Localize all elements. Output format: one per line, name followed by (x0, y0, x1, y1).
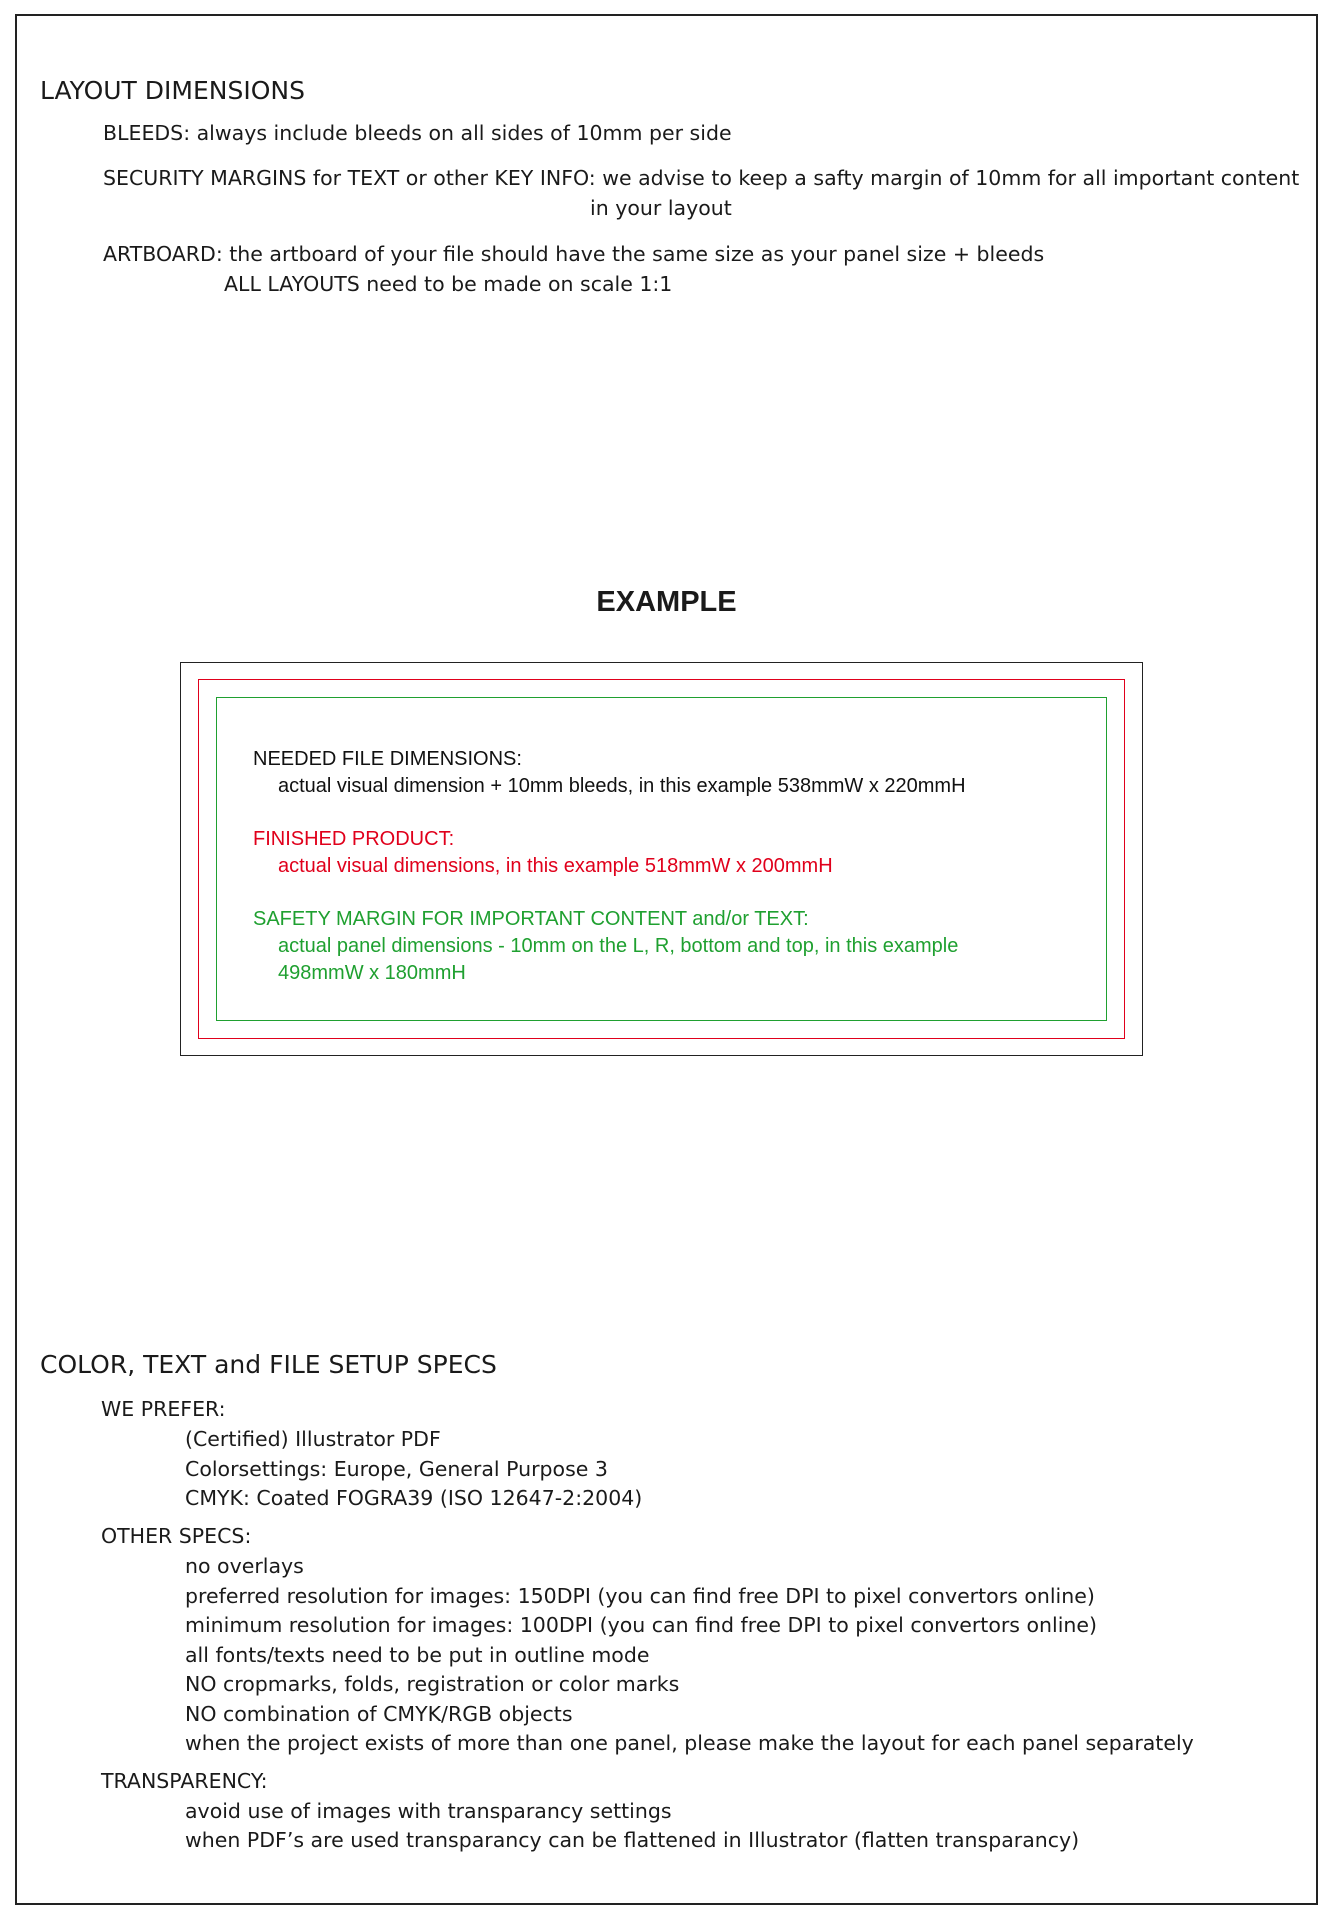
list-item: when the project exists of more than one panel, please make the layout for each panel separately (185, 1731, 1194, 1755)
safety-margin-text-continued: 498mmW x 180mmH (278, 962, 466, 984)
list-item: avoid use of images with transparancy settings (185, 1799, 672, 1823)
list-item: all fonts/texts need to be put in outline mode (185, 1643, 650, 1667)
we-prefer-label: WE PREFER: (101, 1397, 226, 1421)
needed-dimensions-title: NEEDED FILE DIMENSIONS: (253, 748, 522, 770)
safety-margin-title: SAFETY MARGIN FOR IMPORTANT CONTENT and/or TEXT: (253, 908, 809, 930)
list-item: (Certified) Illustrator PDF (185, 1427, 441, 1451)
list-item: Colorsettings: Europe, General Purpose 3 (185, 1457, 608, 1481)
security-margins-text: SECURITY MARGINS for TEXT or other KEY INFO: we advise to keep a safty margin of 10mm for all important content (103, 166, 1300, 190)
list-item: NO combination of CMYK/RGB objects (185, 1702, 573, 1726)
safety-margin-text: actual panel dimensions - 10mm on the L, R, bottom and top, in this example (278, 935, 959, 957)
transparency-label: TRANSPARENCY: (101, 1769, 268, 1793)
list-item: NO cropmarks, folds, registration or color marks (185, 1672, 680, 1696)
list-item: CMYK: Coated FOGRA39 (ISO 12647-2:2004) (185, 1486, 643, 1510)
bleeds-text: BLEEDS: always include bleeds on all sides of 10mm per side (103, 121, 732, 145)
other-specs-label: OTHER SPECS: (101, 1524, 252, 1548)
specs-title: COLOR, TEXT and FILE SETUP SPECS (40, 1350, 497, 1379)
finished-product-text: actual visual dimensions, in this example 518mmW x 200mmH (278, 855, 833, 877)
layout-dimensions-title: LAYOUT DIMENSIONS (40, 76, 305, 105)
example-heading: EXAMPLE (596, 586, 737, 618)
needed-dimensions-text: actual visual dimension + 10mm bleeds, in this example 538mmW x 220mmH (278, 775, 966, 797)
artboard-text: ARTBOARD: the artboard of your file should have the same size as your panel size + bleeds (103, 242, 1045, 266)
security-margins-text-continued: in your layout (590, 196, 732, 220)
list-item: when PDF’s are used transparancy can be flattened in Illustrator (flatten transparancy) (185, 1828, 1080, 1852)
finished-product-title: FINISHED PRODUCT: (253, 828, 455, 850)
list-item: minimum resolution for images: 100DPI (you can find free DPI to pixel convertors online) (185, 1613, 1098, 1637)
scale-text: ALL LAYOUTS need to be made on scale 1:1 (224, 272, 673, 296)
list-item: no overlays (185, 1554, 304, 1578)
list-item: preferred resolution for images: 150DPI (you can find free DPI to pixel convertors online) (185, 1584, 1095, 1608)
